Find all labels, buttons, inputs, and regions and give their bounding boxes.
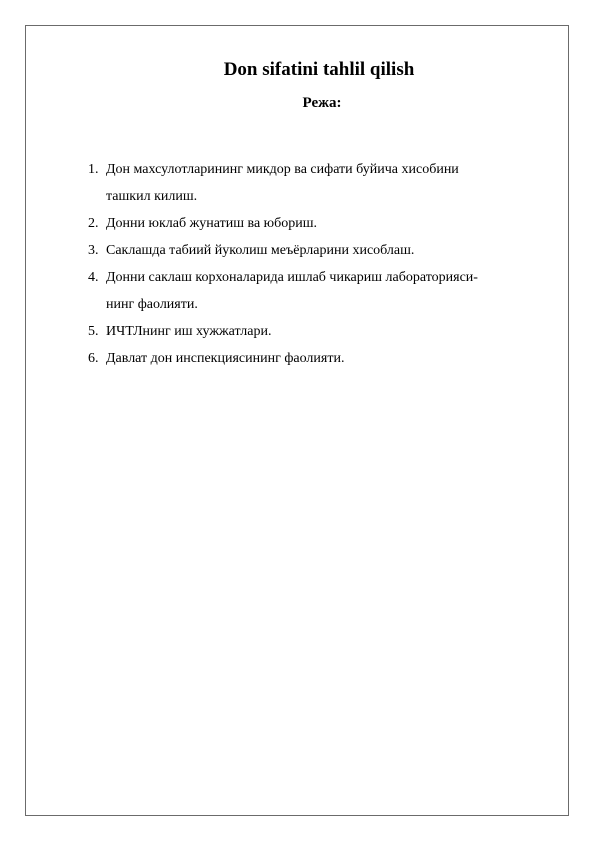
plan-item-number: 6.: [88, 351, 99, 366]
page-title: Don sifatini tahlil qilish: [223, 59, 415, 80]
plan-item-5: [88, 318, 543, 345]
plan-item-6: [88, 345, 543, 372]
plan-item-text: Дон махсулотларининг микдор ва сифати буйича хисобини ташкил килиш.: [106, 162, 459, 204]
plan-item-text: Саклашда табиий йуколиш меъёрларини хисоблаш.: [106, 243, 415, 258]
plan-item-4: [88, 264, 543, 318]
plan-item-number: 5.: [88, 324, 99, 339]
plan-heading: Режа:: [302, 95, 342, 111]
plan-item-text: ИЧТЛнинг иш хужжатлари.: [106, 324, 272, 339]
plan-item-number: 1.: [88, 162, 99, 177]
plan-item-text: Донни юклаб жунатиш ва юбориш.: [106, 216, 318, 231]
plan-item-number: 3.: [88, 243, 99, 258]
plan-item-3: [88, 237, 543, 264]
plan-item-number: 2.: [88, 216, 99, 231]
page-frame: [25, 25, 569, 816]
plan-item-number: 4.: [88, 270, 99, 285]
plan-item-text: Давлат дон инспекциясининг фаолияти.: [106, 351, 345, 366]
plan-list: [88, 156, 543, 372]
plan-item-text: Донни саклаш корхоналарида ишлаб чикариш лабораторияси- нинг фаолияти.: [106, 270, 478, 312]
plan-item-1: [88, 156, 543, 210]
plan-item-2: [88, 210, 543, 237]
